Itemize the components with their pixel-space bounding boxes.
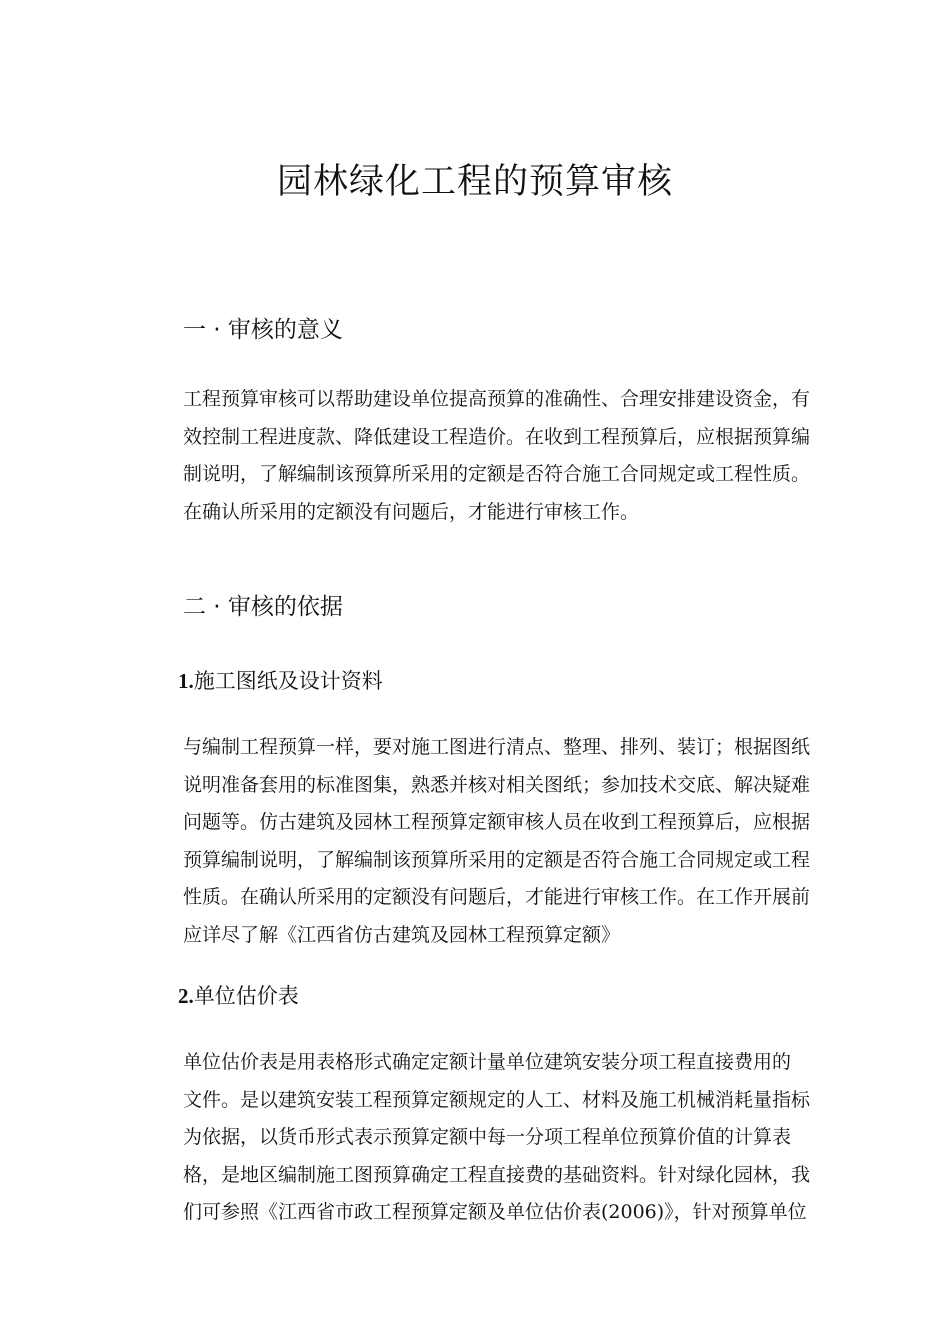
paragraph-line: 与编制工程预算一样，要对施工图进行清点、整理、排列、装订；根据图纸 bbox=[183, 736, 811, 758]
paragraph-line: 问题等。仿古建筑及园林工程预算定额审核人员在收到工程预算后，应根据 bbox=[183, 811, 811, 834]
subsection-heading-unit-price-table bbox=[178, 981, 299, 1011]
paragraph-line: 说明准备套用的标准图集，熟悉并核对相关图纸；参加技术交底、解决疑难 bbox=[183, 773, 811, 796]
subsection-title: 单位估价表 bbox=[193, 984, 299, 1008]
paragraph-line: 预算编制说明，了解编制该预算所采用的定额是否符合施工合同规定或工程 bbox=[183, 848, 811, 871]
paragraph-line: 为依据，以货币形式表示预算定额中每一分项工程单位预算价值的计算表 bbox=[183, 1126, 792, 1149]
subsection-paragraph-unit-price-table bbox=[183, 1044, 823, 1232]
paragraph-line: 们可参照《江西省市政工程预算定额及单位估价表(2006)》，针对预算单位 bbox=[183, 1201, 807, 1224]
section-paragraph-significance bbox=[183, 381, 823, 531]
section-heading-significance: 一 · 审核的意义 bbox=[183, 317, 343, 343]
subsection-title: 施工图纸及设计资料 bbox=[193, 669, 383, 693]
subsection-paragraph-drawings bbox=[183, 729, 823, 955]
paragraph-line: 文件。是以建筑安装工程预算定额规定的人工、材料及施工机械消耗量指标 bbox=[183, 1088, 811, 1111]
subsection-number: 1. bbox=[178, 669, 194, 693]
paragraph-line: 工程预算审核可以帮助建设单位提高预算的准确性、合理安排建设资金，有 bbox=[183, 388, 811, 410]
paragraph-line: 在确认所采用的定额没有问题后，才能进行审核工作。 bbox=[183, 500, 640, 523]
paragraph-line: 单位估价表是用表格形式确定定额计量单位建筑安装分项工程直接费用的 bbox=[183, 1051, 792, 1073]
paragraph-line: 制说明，了解编制该预算所采用的定额是否符合施工合同规定或工程性质。 bbox=[183, 463, 811, 486]
section-heading-basis: 二 · 审核的依据 bbox=[183, 594, 343, 620]
paragraph-line: 应详尽了解《江西省仿古建筑及园林工程预算定额》 bbox=[183, 923, 621, 946]
subsection-heading-drawings bbox=[178, 666, 383, 696]
document-title: 园林绿化工程的预算审核 bbox=[276, 162, 673, 202]
paragraph-line: 性质。在确认所采用的定额没有问题后，才能进行审核工作。在工作开展前 bbox=[183, 886, 811, 909]
subsection-number: 2. bbox=[178, 984, 194, 1008]
paragraph-line: 效控制工程进度款、降低建设工程造价。在收到工程预算后，应根据预算编 bbox=[183, 425, 811, 448]
paragraph-line: 格，是地区编制施工图预算确定工程直接费的基础资料。针对绿化园林，我 bbox=[183, 1163, 811, 1186]
